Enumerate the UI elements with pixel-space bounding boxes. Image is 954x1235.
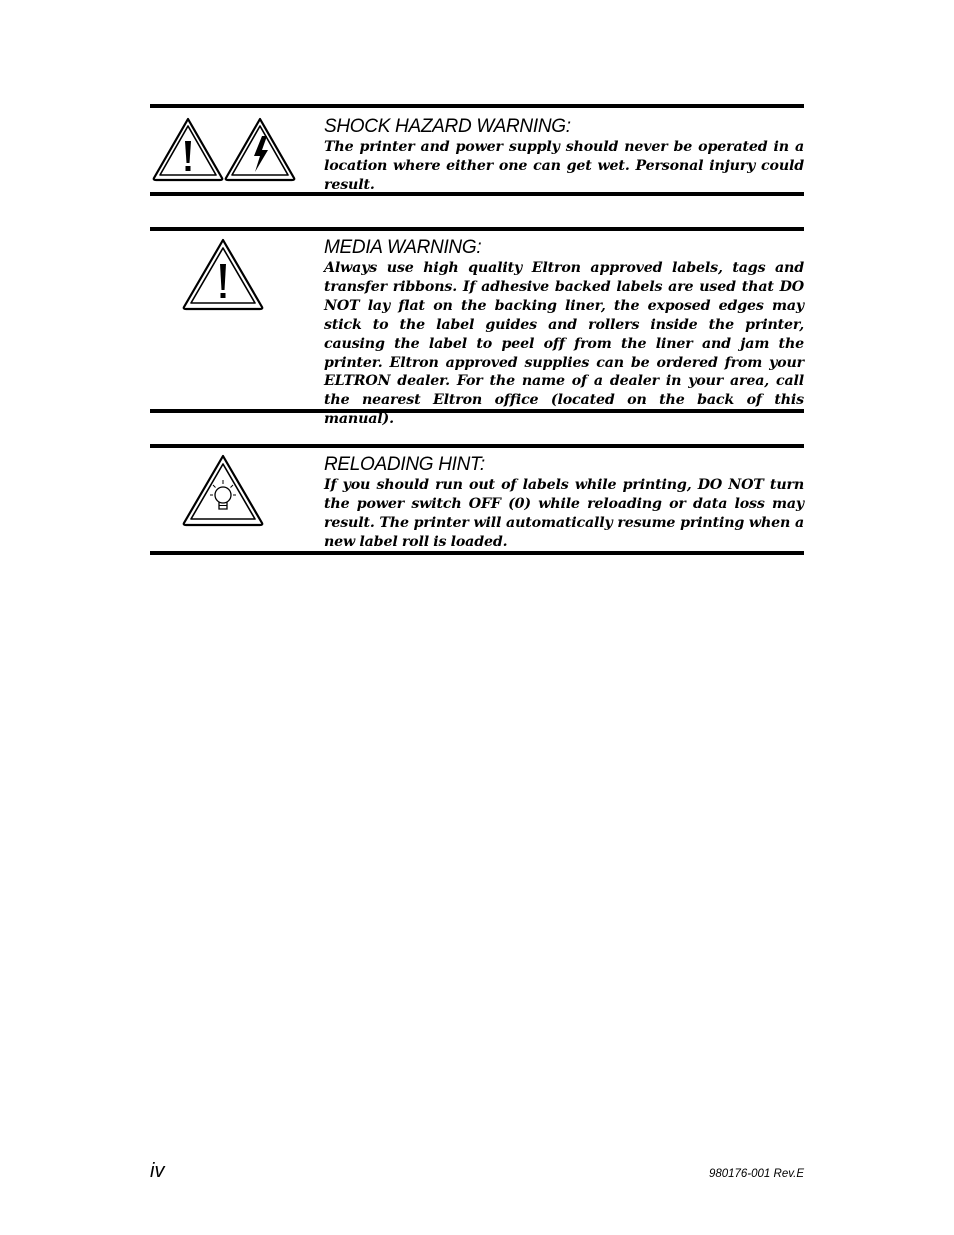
notice-text	[324, 116, 804, 195]
document-revision: 980176-001 Rev.E	[708, 1168, 804, 1180]
page-number: iv	[150, 1160, 165, 1182]
notice-body: The printer and power supply should never be operated in a location where either one can get wet. Personal injury could result.	[324, 139, 804, 193]
media-warning	[150, 227, 804, 428]
electrical-shock-icon	[224, 116, 296, 182]
caution-exclamation-icon	[152, 116, 224, 182]
notice-body: If you should run out of labels while printing, DO NOT turn the power switch OFF (0) while reloading or data loss may result. The printer will automatically resume printing when a new label roll is loaded.	[324, 477, 804, 550]
notice-body: Always use high quality Eltron approved labels, tags and transfer ribbons. If adhesive backed labels are used that DO NOT lay flat on the backing liner, the exposed edges may stick to the label guides and rollers inside the printer, causing the label to peel off from the liner and jam the printer. Eltron approved supplies can be ordered from your ELTRON dealer. For the name of a dealer in your area, call the nearest Eltron office (located on the back of this manual).	[324, 260, 804, 428]
notice-text	[324, 237, 804, 429]
notice-title: MEDIA WARNING:	[324, 237, 482, 258]
reloading-hint	[150, 444, 804, 555]
shock-hazard-warning	[150, 104, 804, 196]
notice-title: RELOADING HINT:	[324, 454, 485, 475]
notice-title: SHOCK HAZARD WARNING:	[324, 116, 571, 137]
caution-exclamation-icon	[182, 237, 264, 311]
notice-text	[324, 454, 804, 552]
lightbulb-hint-icon	[182, 453, 264, 527]
